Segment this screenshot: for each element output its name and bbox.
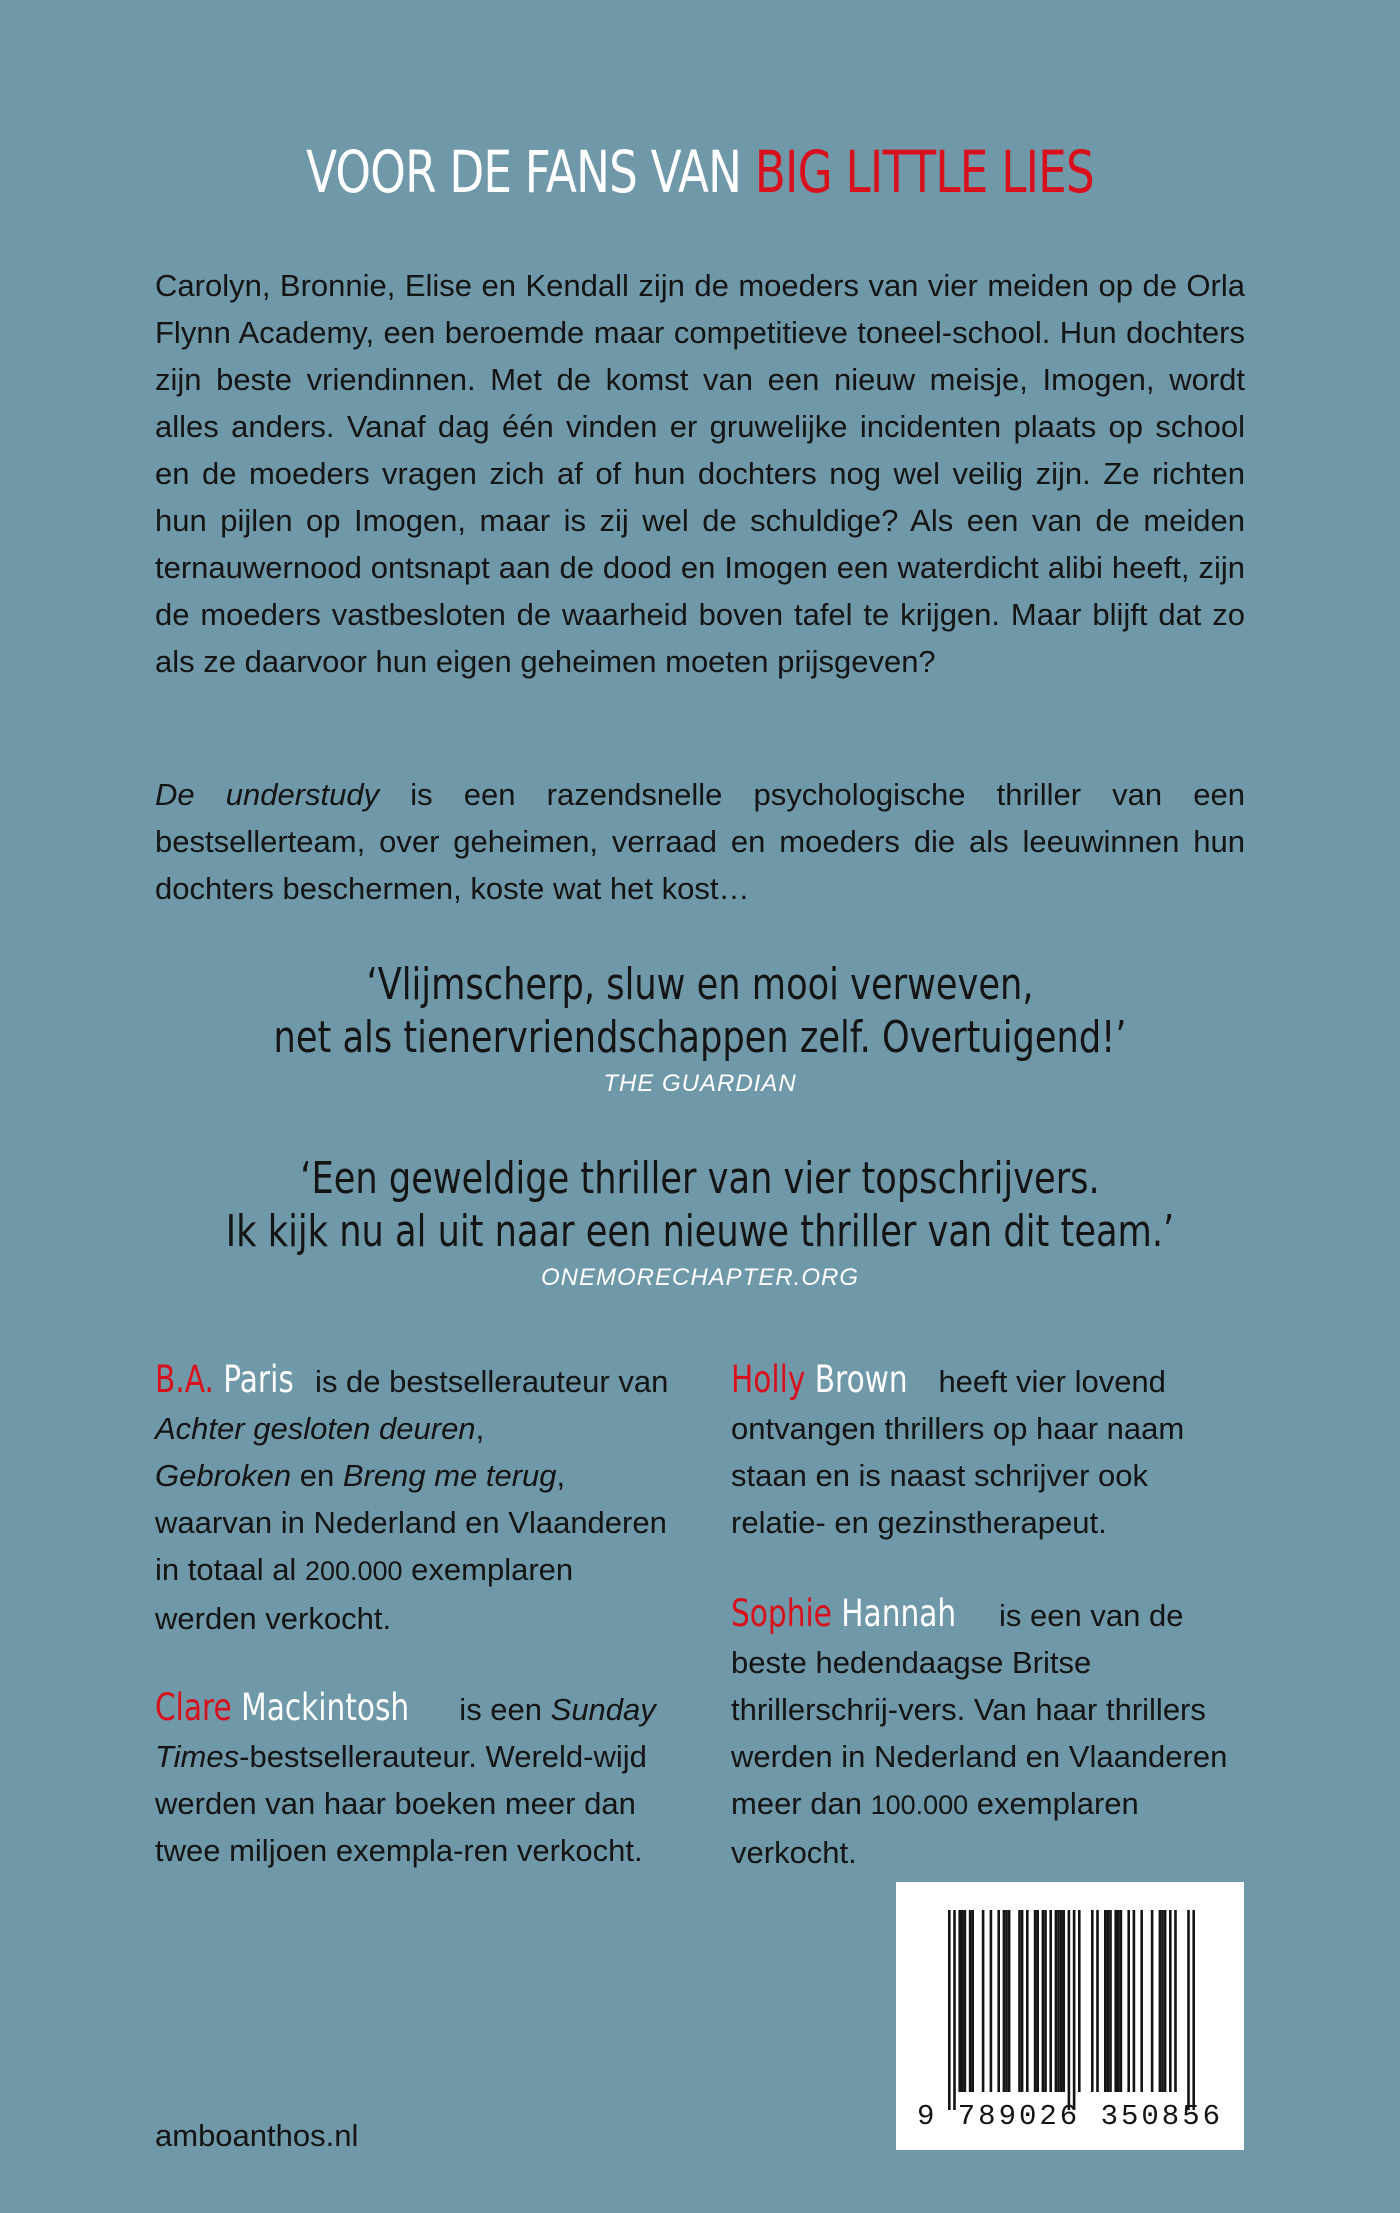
barcode-bar [948,1910,951,2110]
author-first-name: B.A. [155,1358,214,1401]
isbn-number: 9 789026 350856 [916,2100,1224,2133]
book-title: Breng me terug [342,1458,557,1493]
barcode-bar [1161,1910,1164,2092]
barcode-bar [1060,1910,1063,2092]
barcode-bar [1034,1910,1037,2092]
barcode-bar [1114,1910,1117,2092]
bio-text: exemplaren verkocht. [731,1786,1139,1870]
quote-source: THE GUARDIAN [603,1070,797,1097]
bio-text: is een van de beste hedendaagse Britse thrillerschrij-vers. Van haar thrillers werden in Nederland en Vlaanderen meer dan [731,1598,1228,1821]
barcode-bar [1109,1910,1112,2092]
quote-line: Ik kijk nu al uit naar een nieuwe thriller van dit team.’ [225,1206,1175,1257]
barcode-bar [990,1910,993,2092]
bio-text: , [475,1411,485,1446]
blurb-text: Carolyn, Bronnie, Elise en Kendall zijn de moeders van vier meiden op de Orla Flynn Academy, een beroemde maar competitieve toneel-school. Hun dochters zijn beste vriendinnen. Met de komst van een nieuw meisje, Imogen, wordt alles anders. Vanaf dag één vinden er gruwelijke incidenten plaats op school en de moeders vragen zich af of hun dochters nog wel veilig zijn. Ze richten hun pijlen op Imogen, maar is zij wel de schuldige? Als een van de meiden ternauwernood ontsnapt aan de dood en Imogen een waterdicht alibi heeft, zijn de moeders vastbesloten de waarheid boven tafel te krijgen. Maar blijft dat zo als ze daarvoor hun eigen geheimen moeten prijsgeven? [155,268,1245,679]
barcode-bar [1151,1910,1154,2092]
bio-text: exemplaren werden verkocht. [155,1552,574,1636]
barcode-bar [1187,1910,1190,2110]
author-name [731,1356,908,1403]
barcode-bar [1026,1910,1029,2092]
author-bio-brown [731,1356,1251,1546]
author-bio-mackintosh [155,1684,675,1874]
barcode-bar [1091,1910,1094,2092]
barcode-bar [1057,1910,1060,2092]
tagline-paragraph [155,771,1245,912]
headline-highlight: BIG LITTLE LIES [754,138,1094,206]
barcode-bar [953,1910,956,2110]
author-last-name: Mackintosh [241,1686,410,1729]
barcode-bar [1127,1910,1130,2092]
tagline-text: is een razendsnelle psychologische thriller van een bestsellerteam, over geheimen, verraad en moeders die als leeuwinnen hun dochters beschermen, koste wat het kost… [155,777,1245,906]
bio-text: , waarvan in Nederland en Vlaanderen in totaal al [155,1458,667,1587]
author-name [155,1356,294,1403]
quote-line: ‘Een geweldige thriller van vier topschrijvers. [300,1153,1100,1204]
barcode-bar [961,1910,964,2092]
barcode-bar [969,1910,972,2092]
barcode-bar [1042,1910,1045,2092]
quote-source: ONEMORECHAPTER.ORG [540,1264,860,1291]
barcode-bar [1117,1910,1120,2092]
barcode-bar [1096,1910,1099,2092]
barcode-bar [1049,1910,1052,2092]
barcode-bar [1140,1910,1143,2092]
barcode-bar [958,1910,961,2092]
book-title: De understudy [155,777,380,812]
barcode-bar [1005,1910,1008,2092]
quote-line: ‘Vlijmscherp, sluw en mooi verweven, [366,959,1034,1010]
author-last-name: Brown [814,1358,908,1401]
barcode-bar [1036,1910,1039,2092]
author-name [731,1590,956,1637]
barcode-bar [964,1910,967,2092]
barcode-bar [1192,1910,1195,2110]
book-title: Gebroken [155,1458,292,1493]
barcode-bar [1021,1910,1024,2092]
bio-text: -bestsellerauteur. Wereld-wijd werden van haar boeken meer dan twee miljoen exempla-ren verkocht. [155,1739,647,1868]
isbn-barcode [896,1882,1244,2150]
bio-text: heeft vier lovend ontvangen thrillers op haar naam staan en is naast schrijver ook relatie- en gezinstherapeut. [731,1364,1185,1540]
barcode-bar [1107,1910,1110,2092]
author-name [155,1684,409,1731]
barcode-bar [1169,1910,1172,2092]
barcode-bar [971,1910,974,2092]
barcode-bar [1133,1910,1136,2092]
author-first-name: Holly [731,1358,806,1401]
barcode-bar [1078,1910,1081,2092]
author-first-name: Clare [155,1686,232,1729]
quote-guardian [0,958,1400,1102]
blurb-paragraph [155,262,1245,685]
barcode-bar [1018,1910,1021,2092]
bio-text: en [291,1458,343,1493]
barcode-bar [1164,1910,1167,2092]
author-bio-hannah [731,1590,1251,1876]
author-last-name: Hannah [841,1592,957,1635]
bio-text: is een [450,1692,551,1727]
quote-onemorechapter [0,1152,1400,1296]
bio-text: is de bestsellerauteur van [306,1364,669,1399]
barcode-bar [1073,1910,1076,2110]
author-last-name: Paris [223,1358,294,1401]
book-title: Achter gesloten deuren [155,1411,476,1446]
barcode-bar [1062,1910,1065,2092]
headline-prefix: VOOR DE FANS VAN [306,138,742,206]
barcode-bar [1044,1910,1047,2092]
publisher-website[interactable]: amboanthos.nl [155,2118,359,2153]
barcode-bar [997,1910,1000,2092]
publication-title: Sunday Times [155,1692,656,1774]
headline [154,132,1246,212]
copies-count: 200.000 [304,1556,403,1586]
barcode-bar [982,1910,985,2092]
barcode-bar [1003,1910,1006,2092]
copies-count: 100.000 [870,1790,969,1820]
barcode-bar [1055,1910,1058,2092]
barcode-bar [1008,1910,1011,2092]
barcode-bar [1120,1910,1123,2092]
barcode-bar [1159,1910,1162,2092]
barcode-bar [1104,1910,1107,2092]
barcode-bar [1174,1910,1177,2092]
barcode-bar [1068,1910,1071,2110]
author-bio-paris [155,1356,675,1642]
quote-line: net als tienervriendschappen zelf. Overtuigend!’ [273,1012,1127,1063]
author-first-name: Sophie [731,1592,832,1635]
